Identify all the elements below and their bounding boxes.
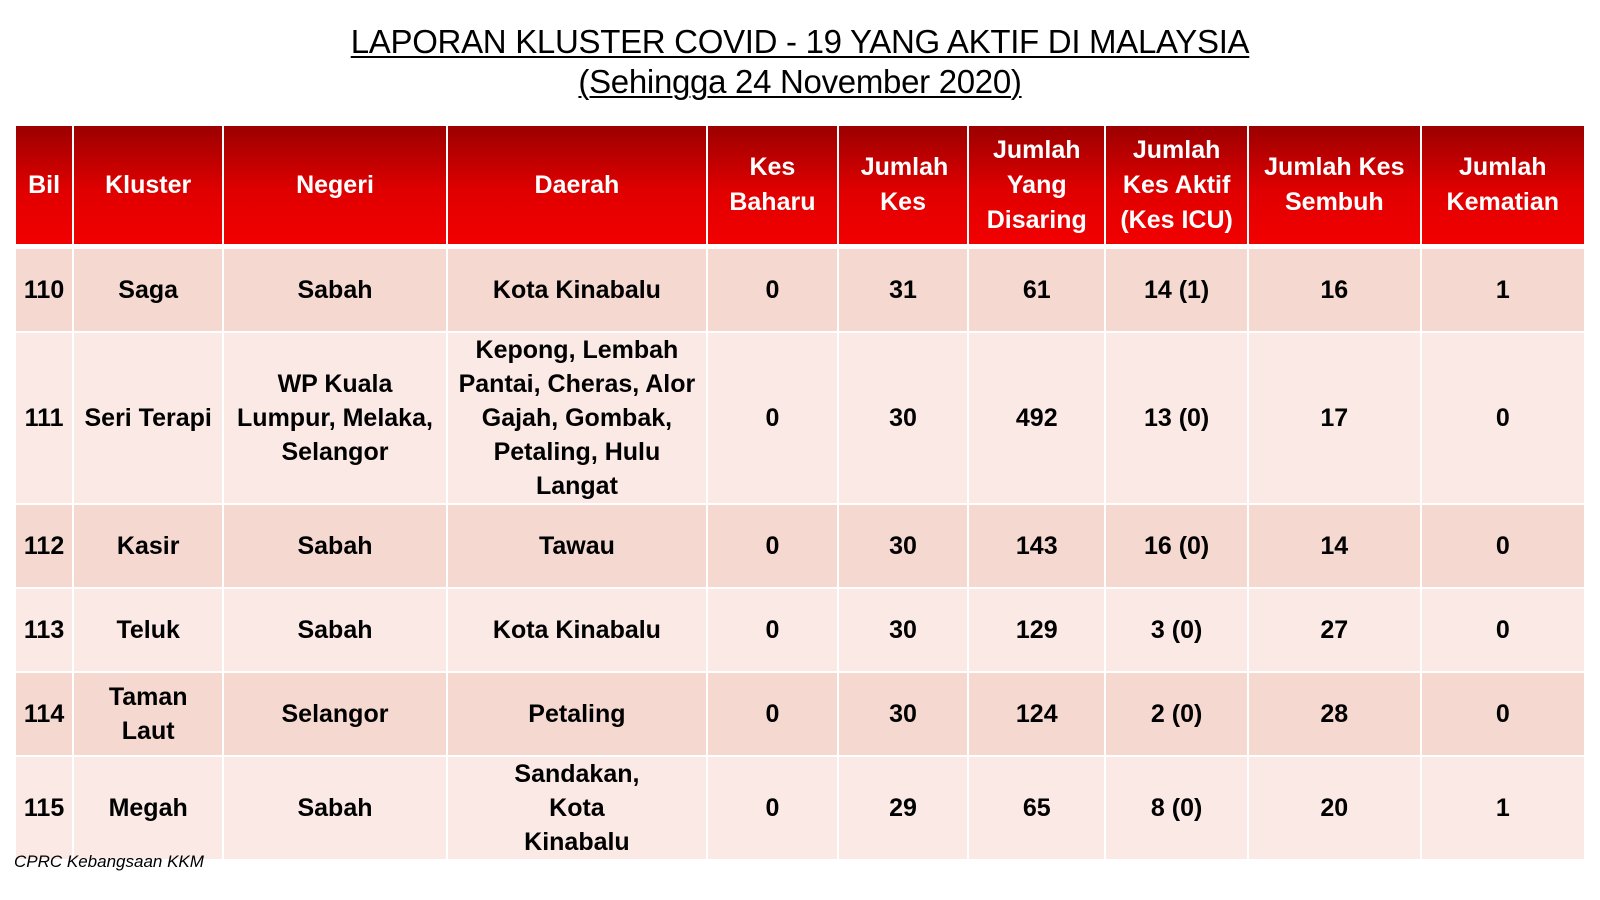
cell-negeri: Sabah [224,589,446,671]
cell-bil: 115 [16,757,72,859]
cell-jumlah-kes: 30 [839,673,968,755]
cell-negeri: Selangor [224,673,446,755]
cell-kematian: 1 [1422,249,1584,331]
cell-kematian: 0 [1422,589,1584,671]
cell-kes-aktif: 16 (0) [1106,505,1247,587]
cell-kes-aktif: 2 (0) [1106,673,1247,755]
cell-daerah: Sandakan, Kota Kinabalu [448,757,706,859]
cell-kes-baharu: 0 [708,249,837,331]
cell-kes-sembuh: 20 [1249,757,1420,859]
cell-kes-baharu: 0 [708,673,837,755]
cell-jumlah-kes: 31 [839,249,968,331]
table-row [16,757,1584,859]
cell-kluster: Saga [74,249,222,331]
col-header-kematian: Jumlah Kematian [1422,126,1584,247]
cell-kes-aktif: 8 (0) [1106,757,1247,859]
col-header-negeri: Negeri [224,126,446,247]
cell-bil: 113 [16,589,72,671]
cell-daerah: Tawau [448,505,706,587]
cell-disaring: 143 [969,505,1104,587]
cell-daerah: Kota Kinabalu [448,249,706,331]
cell-jumlah-kes: 30 [839,333,968,503]
cell-kes-aktif: 13 (0) [1106,333,1247,503]
cell-kes-sembuh: 27 [1249,589,1420,671]
cell-kes-aktif: 14 (1) [1106,249,1247,331]
cell-daerah: Kepong, Lembah Pantai, Cheras, Alor Gajah, Gombak, Petaling, Hulu Langat [448,333,706,503]
cell-kes-baharu: 0 [708,333,837,503]
table-header-row [16,126,1584,247]
cell-kes-baharu: 0 [708,757,837,859]
cell-kluster: Kasir [74,505,222,587]
cell-kluster: Taman Laut [74,673,222,755]
cell-bil: 110 [16,249,72,331]
table-row [16,249,1584,331]
cell-negeri: WP Kuala Lumpur, Melaka, Selangor [224,333,446,503]
cell-jumlah-kes: 29 [839,757,968,859]
table-row [16,673,1584,755]
cell-kluster: Megah [74,757,222,859]
col-header-kluster: Kluster [74,126,222,247]
cell-jumlah-kes: 30 [839,505,968,587]
table-row [16,333,1584,503]
cell-kluster: Teluk [74,589,222,671]
title-line-1: LAPORAN KLUSTER COVID - 19 YANG AKTIF DI MALAYSIA [350,23,1250,60]
cell-kematian: 1 [1422,757,1584,859]
cell-kematian: 0 [1422,673,1584,755]
cell-kes-sembuh: 17 [1249,333,1420,503]
cell-kes-baharu: 0 [708,589,837,671]
cluster-table-container [14,124,1586,861]
col-header-kes-baharu: Kes Baharu [708,126,837,247]
cell-kes-aktif: 3 (0) [1106,589,1247,671]
cell-bil: 114 [16,673,72,755]
cell-kes-sembuh: 16 [1249,249,1420,331]
cell-kes-baharu: 0 [708,505,837,587]
table-row [16,505,1584,587]
cell-negeri: Sabah [224,505,446,587]
cell-disaring: 65 [969,757,1104,859]
cell-jumlah-kes: 30 [839,589,968,671]
col-header-disaring: Jumlah Yang Disaring [969,126,1104,247]
cell-kematian: 0 [1422,333,1584,503]
col-header-daerah: Daerah [448,126,706,247]
cell-disaring: 124 [969,673,1104,755]
cell-disaring: 61 [969,249,1104,331]
cell-negeri: Sabah [224,249,446,331]
title-line-2: (Sehingga 24 November 2020) [578,63,1022,100]
cell-kes-sembuh: 14 [1249,505,1420,587]
cell-daerah: Petaling [448,673,706,755]
col-header-jumlah-kes: Jumlah Kes [839,126,968,247]
cluster-table [14,124,1586,861]
cell-negeri: Sabah [224,757,446,859]
cell-kematian: 0 [1422,505,1584,587]
cell-bil: 111 [16,333,72,503]
table-row [16,589,1584,671]
cell-kluster: Seri Terapi [74,333,222,503]
col-header-kes-aktif: Jumlah Kes Aktif (Kes ICU) [1106,126,1247,247]
col-header-kes-sembuh: Jumlah Kes Sembuh [1249,126,1420,247]
source-note: CPRC Kebangsaan KKM [14,852,204,871]
report-title [0,22,1600,102]
cell-disaring: 492 [969,333,1104,503]
cell-bil: 112 [16,505,72,587]
cell-kes-sembuh: 28 [1249,673,1420,755]
col-header-bil: Bil [16,126,72,247]
cell-disaring: 129 [969,589,1104,671]
cell-daerah: Kota Kinabalu [448,589,706,671]
